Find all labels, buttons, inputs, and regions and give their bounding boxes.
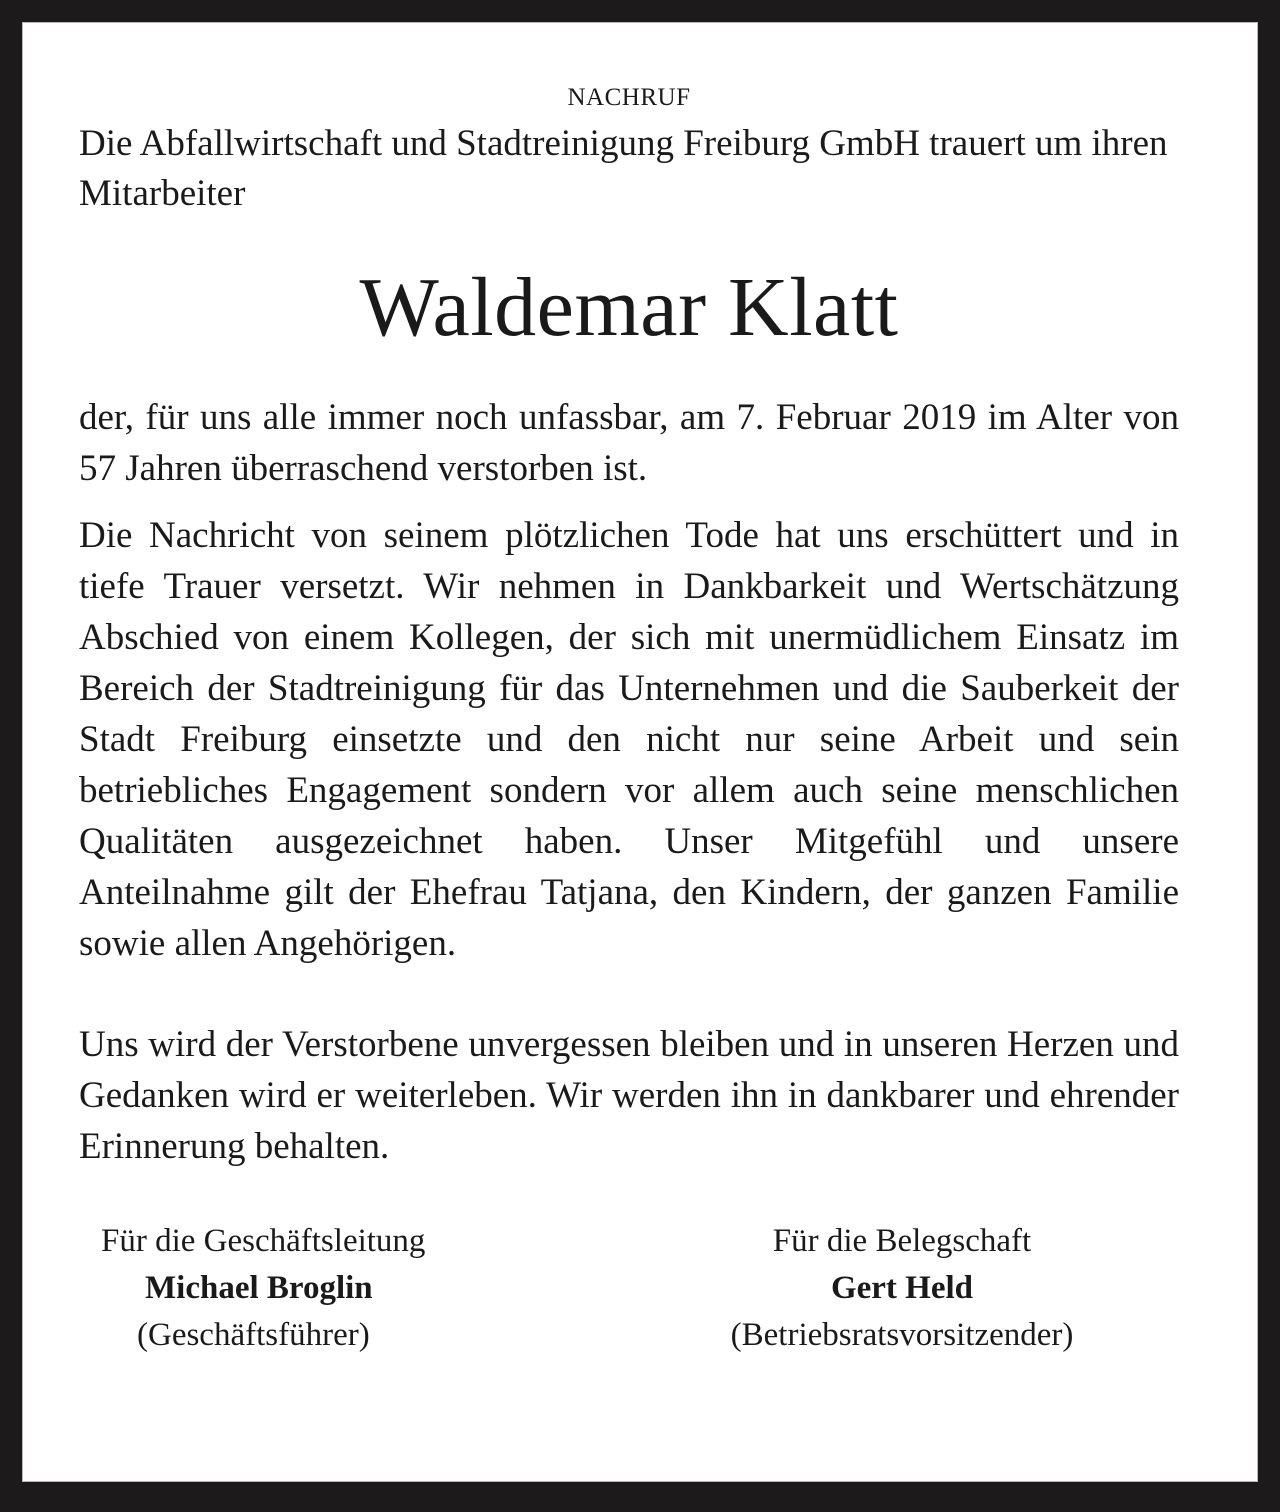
obituary-card xyxy=(22,22,1258,1482)
notice-title: nachruf xyxy=(567,73,691,113)
notice-intro: Die Abfallwirtschaft und Stadtreinigung Freiburg GmbH trauert um ihren Mitarbeiter xyxy=(79,123,1168,215)
signature-role-management: (Geschäftsführer) xyxy=(137,1317,370,1354)
signature-heading-management: Für die Geschäftsleitung xyxy=(101,1223,426,1260)
signature-column-management xyxy=(79,1218,635,1359)
signature-column-staff xyxy=(635,1218,1179,1359)
signature-block xyxy=(79,1218,1179,1359)
notice-paragraph-2: Die Nachricht von seinem plötzlichen Tode hat uns erschüttert und in tiefe Trauer versetzt. Wir nehmen in Dankbarkeit und Wertschätzung Abschied von einem Kollegen, der sich mit unermüdlichem Einsatz im Bereich der Stadtreinigung für das Unternehmen und die Sauberkeit der Stadt Freiburg einsetzte und den nicht nur seine Arbeit und sein betriebliches Engagement sondern vor allem auch seine menschlichen Qualitäten ausgezeichnet haben. Unser Mitgefühl und unsere Anteilnahme gilt der Ehefrau Tatjana, den Kindern, der ganzen Familie sowie allen Angehörigen. xyxy=(79,514,1179,965)
signature-name-staff: Gert Held xyxy=(830,1270,974,1307)
notice-paragraph-3: Uns wird der Verstorbene unvergessen bleiben und in unseren Herzen und Gedanken wird er weiterleben. Wir werden ihn in dankbarer und ehrender Erinnerung behalten. xyxy=(79,1024,1179,1168)
deceased-name: Waldemar Klatt xyxy=(359,260,899,354)
signature-heading-staff: Für die Belegschaft xyxy=(772,1223,1032,1260)
notice-paragraph-1: der, für uns alle immer noch unfassbar, am 7. Februar 2019 im Alter von 57 Jahren überraschend verstorben ist. xyxy=(79,396,1179,489)
signature-role-staff: (Betriebsratsvorsitzender) xyxy=(730,1317,1074,1354)
paragraph-spacer xyxy=(79,985,1179,1019)
signature-name-management: Michael Broglin xyxy=(145,1270,373,1307)
